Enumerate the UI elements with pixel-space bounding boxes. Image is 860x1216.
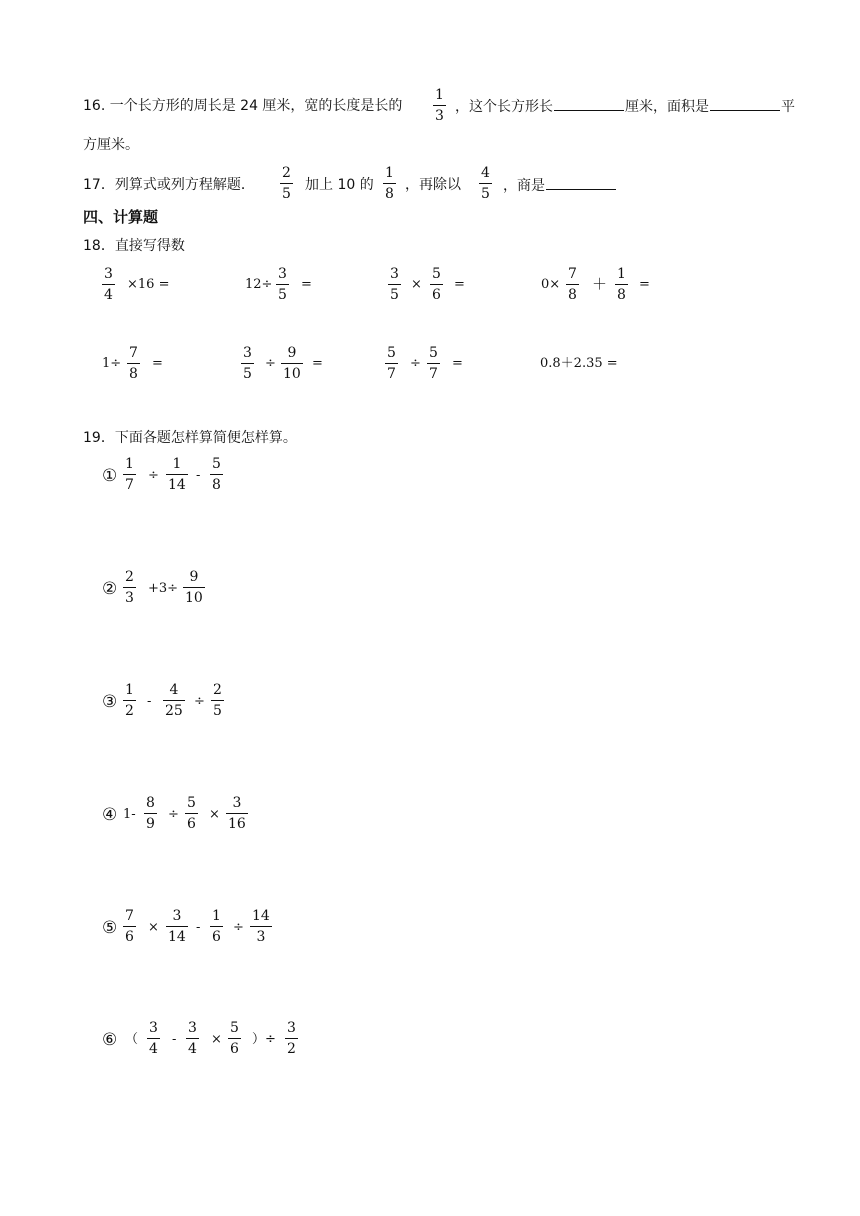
numerator: 1 [172,456,182,472]
q18-r1c-fraction-1 [388,265,401,304]
q19-p5-op-2: - [196,920,201,935]
q16-fraction [433,86,446,125]
numerator: 2 [282,165,291,181]
denominator: 14 [168,477,186,493]
q19-p6-fraction-3 [228,1019,241,1058]
denominator: 16 [228,816,246,832]
numerator: 1 [125,682,134,698]
answer-blank-quotient[interactable] [546,175,616,190]
q16-line1b [455,96,795,117]
q16-text-3: 厘米，面积是 [625,99,709,115]
q19-p5-marker: ⑤ [102,918,118,938]
denominator: 8 [385,186,394,202]
numerator: 5 [230,1020,239,1036]
q17-text-4-label: ，商是 [503,178,545,194]
q19-p5-fraction-1 [123,907,136,946]
q18-r2d-expr: 0.8＋2.35 = [540,356,618,371]
q18-r2b-fraction-2 [281,344,303,383]
numerator: 3 [287,1020,296,1036]
denominator: 6 [212,929,221,945]
q18-r2b-eq: = [312,356,323,371]
q18-r2c-op: ÷ [410,356,421,371]
q19-p4-marker: ④ [102,805,118,825]
q17-text-3: ，再除以 [405,177,461,193]
q18-r1a-fraction [102,265,115,304]
denominator: 3 [435,108,444,124]
q19-p4-op-1: ÷ [168,807,179,822]
denominator: 9 [146,816,155,832]
q16-text-1: 16. 一个长方形的周长是 24 厘米，宽的长度是长的 [83,98,403,114]
q19-p3-fraction-2 [163,681,185,720]
q19-p5-fraction-2 [166,907,188,946]
numerator: 3 [232,795,242,811]
numerator: 2 [213,682,222,698]
numerator: 3 [149,1020,158,1036]
denominator: 7 [125,477,134,493]
denominator: 5 [213,703,222,719]
answer-blank-length[interactable] [554,96,624,111]
q18-r1d-fraction-1 [566,265,579,304]
numerator: 3 [390,266,399,282]
q19-p3-op-2: ÷ [194,694,205,709]
q18-r1b-pre: 12÷ [245,277,273,292]
q19-p6-fraction-2 [186,1019,199,1058]
q19-p1-marker: ① [102,466,118,486]
numerator: 1 [617,266,626,282]
denominator: 6 [187,816,196,832]
q19-p5-fraction-3 [210,907,223,946]
q19-p6-marker: ⑥ [102,1030,118,1050]
denominator: 3 [256,929,266,945]
q18-r1d-fraction-2 [615,265,628,304]
q17-text-1: 17．列算式或列方程解题． [83,177,255,193]
q18-r1b-eq: = [301,277,312,292]
q18-r2c-fraction-2 [427,344,440,383]
numerator: 3 [278,266,287,282]
denominator: 2 [287,1041,296,1057]
q19-p5-op-1: × [148,920,159,935]
numerator: 5 [212,456,221,472]
q18-r2a-fraction [127,344,140,383]
q18-r1d-op: ＋ [592,275,608,293]
numerator: 7 [125,908,134,924]
q17-fraction-2 [383,164,396,203]
numerator: 8 [146,795,155,811]
numerator: 9 [287,345,297,361]
denominator: 5 [390,287,399,303]
q18-r2b-op: ÷ [265,356,276,371]
q18-r2a-eq: = [152,356,163,371]
q19-p6-op-2: × [211,1032,222,1047]
q18-r1b-fraction [276,265,289,304]
denominator: 8 [617,287,626,303]
q19-p3-op-1: - [147,694,152,709]
numerator: 3 [104,266,113,282]
q16-text-4: 平 [781,99,795,115]
q18-r2c-eq: = [452,356,463,371]
q18-r2c-fraction-1 [385,344,398,383]
q16-line2: 方厘米。 [83,137,139,153]
denominator: 3 [125,590,134,606]
denominator: 5 [282,186,291,202]
q19-p6-fraction-4 [285,1019,298,1058]
q19-p6-op-1: - [172,1032,177,1047]
q19-p6-right-paren-div: ）÷ [252,1032,276,1047]
q19-p3-fraction-3 [211,681,224,720]
q19-p4-fraction-1 [144,794,157,833]
denominator: 2 [125,703,134,719]
q17-text-2: 加上 10 的 [305,177,374,193]
q19-p4-fraction-2 [185,794,198,833]
q19-p2-op-1: +3÷ [148,581,179,596]
q18-r1d-eq: = [639,277,650,292]
numerator: 14 [252,908,270,924]
denominator: 4 [104,287,113,303]
q17-fraction-1 [280,164,293,203]
q17-fraction-3 [479,164,492,203]
q18-title: 18．直接写得数 [83,238,185,254]
q19-p1-fraction-2 [166,455,188,494]
denominator: 8 [212,477,221,493]
numerator: 1 [125,456,134,472]
denominator: 14 [168,929,186,945]
q19-p5-fraction-4 [250,907,272,946]
q19-p3-marker: ③ [102,692,118,712]
q19-p5-op-3: ÷ [233,920,244,935]
numerator: 5 [387,345,396,361]
section-heading: 四、计算题 [83,208,159,226]
q19-p2-fraction-1 [123,568,136,607]
denominator: 25 [165,703,183,719]
denominator: 7 [387,366,396,382]
numerator: 7 [568,266,577,282]
q16-line1 [83,96,402,116]
q19-p3-fraction-1 [123,681,136,720]
denominator: 5 [243,366,252,382]
denominator: 6 [230,1041,239,1057]
q18-r2b-fraction-1 [241,344,254,383]
q19-p1-fraction-1 [123,455,136,494]
q19-p1-op-2: - [196,468,201,483]
q19-title: 19．下面各题怎样算简便怎样算。 [83,430,297,446]
numerator: 9 [189,569,199,585]
numerator: 3 [188,1020,197,1036]
numerator: 1 [435,87,444,103]
q19-p4-op-2: × [209,807,220,822]
q18-r1c-fraction-2 [430,265,443,304]
denominator: 10 [283,366,301,382]
q18-r2a-pre: 1÷ [102,356,122,371]
denominator: 8 [568,287,577,303]
denominator: 5 [278,287,287,303]
denominator: 4 [188,1041,197,1057]
numerator: 5 [429,345,438,361]
q16-text-2: ，这个长方形长 [455,99,553,115]
numerator: 4 [481,165,490,181]
q18-r1c-eq: = [454,277,465,292]
numerator: 1 [212,908,221,924]
q18-r1d-pre: 0× [541,277,561,292]
denominator: 5 [481,186,490,202]
q18-r1a-op: ×16 = [127,277,170,292]
numerator: 1 [385,165,394,181]
answer-blank-area[interactable] [710,96,780,111]
numerator: 5 [187,795,196,811]
denominator: 7 [429,366,438,382]
q18-r1c-op: × [411,277,422,292]
denominator: 8 [129,366,138,382]
denominator: 6 [125,929,134,945]
q19-p2-marker: ② [102,579,118,599]
denominator: 10 [185,590,203,606]
q19-p6-fraction-1 [147,1019,160,1058]
denominator: 6 [432,287,441,303]
q19-p4-fraction-3 [226,794,248,833]
denominator: 4 [149,1041,158,1057]
q17-text-4 [503,175,617,196]
q19-p6-left-paren: （ [125,1032,139,1047]
numerator: 7 [129,345,138,361]
numerator: 2 [125,569,134,585]
numerator: 5 [432,266,441,282]
numerator: 3 [172,908,182,924]
q19-p2-fraction-2 [183,568,205,607]
q19-p1-fraction-3 [210,455,223,494]
numerator: 3 [243,345,252,361]
q19-p1-op-1: ÷ [148,468,159,483]
q19-p4-pre: 1- [123,807,136,822]
numerator: 4 [169,682,179,698]
